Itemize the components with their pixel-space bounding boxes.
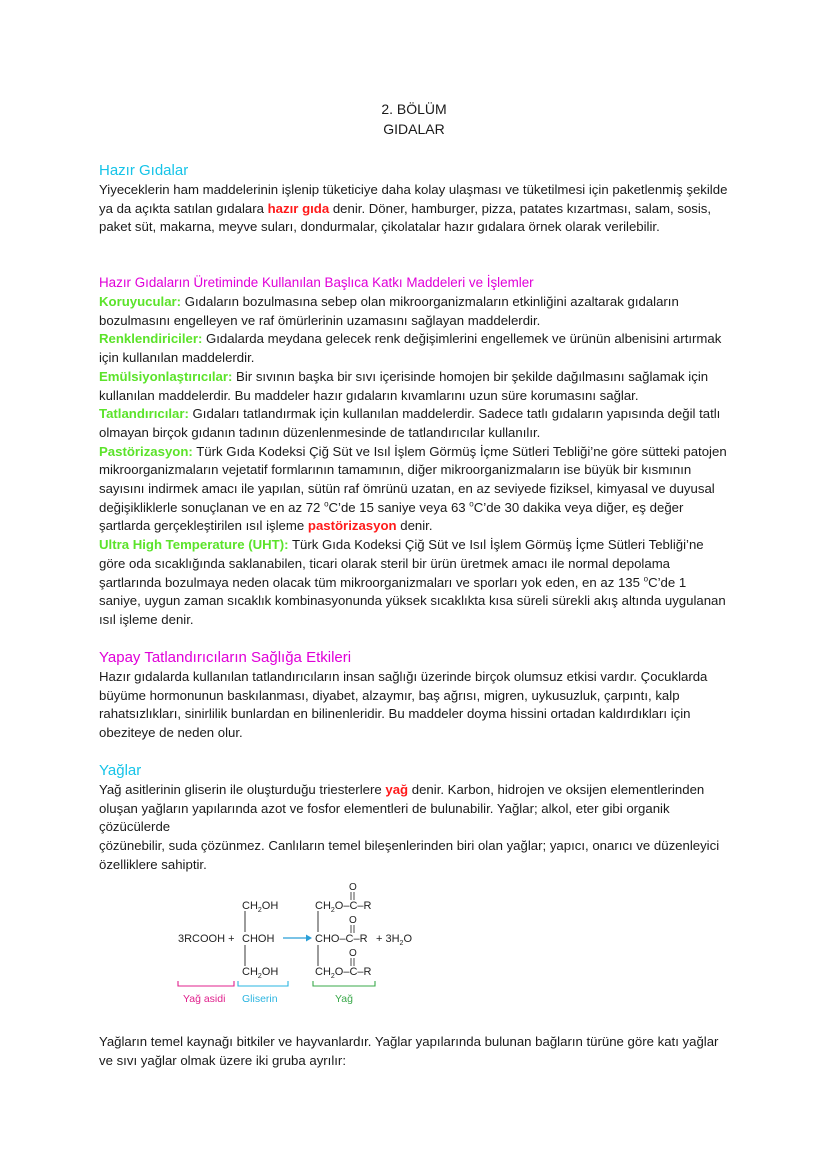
carbonyl-oxygen: O	[349, 915, 357, 926]
heading-hazir-gidalar: Hazır Gıdalar	[99, 162, 189, 179]
text: denir. Döner, hamburger, pizza, patates kızartması, salam, sosis, paket süt, makarna, meyve suları, dondurmalar, çikolatalar hazır gıdalara örnek olarak verilebilir.	[99, 200, 712, 235]
label-gliserin: Gliserin	[242, 993, 278, 1005]
text: Yağ asitlerinin gliserin ile oluşturduğu triesterlere	[99, 782, 386, 797]
term-tatlandiricilar: Tatlandırıcılar:	[99, 406, 189, 422]
heading-yapay-tatlandiricilar: Yapay Tatlandırıcıların Sağlığa Etkileri	[99, 649, 352, 666]
highlight-pastorizasyon: pastörizasyon	[307, 518, 397, 534]
degree-sup: o	[469, 499, 474, 509]
paragraph-hazir-gidalar	[99, 181, 729, 237]
item-renklendiriciler	[99, 330, 729, 367]
paragraph-katki	[99, 293, 729, 630]
chapter-title: GIDALAR	[383, 121, 445, 137]
highlight-yag: yağ	[385, 782, 409, 797]
esterification-reaction-diagram	[170, 876, 430, 1016]
text: Türk Gıda Kodeksi Çiğ Süt ve Isıl İşlem Görmüş İçme Sütleri Tebliği’ne göre oda sıcaklığında saklanabilen, ticari olarak steril bir ürün üretmek amacı ile normal depolama şartlarında bozulmaya neden olacak tüm mikroorganizmaları ve sporları yok eden, en az 135	[99, 537, 704, 590]
carbonyl-oxygen: O	[349, 882, 357, 893]
label-yag-asidi: Yağ asidi	[183, 993, 226, 1005]
term-emulsiyon: Emülsiyonlaştırıcılar:	[99, 368, 233, 384]
term-renklendiriciler: Renklendiriciler:	[99, 331, 203, 347]
item-tatlandiricilar	[99, 405, 729, 442]
text: Türk Gıda Kodeksi Çiğ Süt ve Isıl İşlem Görmüş İçme Sütleri Tebliği’ne göre sütteki patojen mikroorganizmaların vejetatif formlarının tamamının, diğer mikroorganizmaların ise büyük bir kısmının sayısını indirmek amacı ile yapılan, sütün raf ömrünü uzatan, en az seviyede fiziksel, kimyasal ve duyusal değişikliklerle sonuçlanan ve en az 72	[99, 443, 727, 515]
text: Gıdalarda meydana gelecek renk değişimlerini engellemek ve ürünün albenisini artırmak için kullanılan maddelerdir.	[99, 331, 722, 366]
text: C’de 15 saniye veya 63	[328, 499, 470, 515]
degree-sup: o	[643, 574, 649, 584]
highlight-hazir-gida: hazır gıda	[267, 200, 330, 216]
ester-mid: CHO–C–R	[315, 933, 368, 945]
text: Gıdaların bozulmasına sebep olan mikroorganizmaların etkinliğini azaltarak gıdaların bozulmasını engelleyen ve raf ömürlerinin uzamasını sağlayan maddelerdir.	[99, 294, 679, 328]
label-yag: Yağ	[335, 993, 353, 1005]
item-uht	[99, 536, 729, 630]
arrow-head-icon	[306, 935, 312, 942]
yaglar-line-1	[99, 781, 729, 837]
text: Yiyeceklerin ham maddelerinin işlenip tüketiciye daha kolay ulaşması ve tüketilmesi için paketlenmiş şekilde ya da açıkta satılan gıdalara	[99, 182, 728, 216]
term-uht: Ultra High Temperature (UHT):	[99, 537, 289, 553]
bracket-gliserin	[238, 981, 288, 986]
text: denir. Karbon, hidrojen ve oksijen elementlerinden oluşan yağların yapılarında azot ve fosfor elementleri de bulunabilir. Yağlar; alkol, eter gibi organik çözücülerde	[99, 782, 705, 835]
text: C’de 30 dakika veya diğer, eş değer şartlarda gerçekleştirilen ısıl işleme	[99, 499, 684, 534]
text: Bir sıvının başka bir sıvı içerisinde homojen bir şekilde dağılmasını sağlamak için kullanılan maddelerdir. Bu maddeler hazır gıdaların kıvamlarını uzun süre korumasını sağlar.	[99, 368, 709, 403]
item-emulsiyon	[99, 368, 729, 405]
glycerol-top: $CH_2OH$	[242, 900, 279, 914]
glycerol-bot: $CH_2OH$	[242, 966, 279, 980]
heading-yaglar: Yağlar	[99, 762, 142, 779]
yaglar-line-2: çözünebilir, suda çözünmez. Canlıların temel bileşenlerinden biri olan yağlar; yapıcı, onarıcı ve düzenleyici özelliklere sahiptir.	[99, 838, 720, 872]
item-koruyucular	[99, 293, 729, 330]
reactant-label: 3RCOOH +	[178, 933, 235, 945]
paragraph-yapay: Hazır gıdalarda kullanılan tatlandırıcıların insan sağlığı üzerinde birçok olumsuz etkisi vardır. Çocuklarda büyüme hormonunun baskılanması, diyabet, alzaymır, baş ağrısı, migren, uykusuzluk, çarpıntı, kalp rahatsızlıkları, sinirlilik bunlardan en bilinenleridir. Bu maddeler doyma hissini ortadan kaldırdıkları için obeziteye de neden olur.	[99, 669, 708, 741]
paragraph-yaglar-closing: Yağların temel kaynağı bitkiler ve hayvanlardır. Yağlar yapılarında bulunan bağların türüne göre katı yağlar ve sıvı yağlar olmak üzere iki gruba ayrılır:	[99, 1034, 719, 1068]
chapter-number: 2. BÖLÜM	[381, 101, 447, 117]
carbonyl-oxygen: O	[349, 948, 357, 959]
text: C’de 1 saniye, uygun zaman sıcaklık kombinasyonunda yüksek sıcaklıkta kısa süreli sürekli akış altında uygulanan ısıl işleme denir.	[99, 574, 726, 627]
bracket-yag-asidi	[178, 981, 234, 986]
degree-sup: o	[324, 499, 329, 509]
water-product: + $3H_2O$	[376, 933, 413, 947]
text: Gıdaları tatlandırmak için kullanılan maddelerdir. Sadece tatlı gıdaların yapısında değil tatlı olmayan birçok gıdanın tadının düzenlenmesinde de tatlandırıcılar kullanılır.	[99, 406, 721, 440]
ester-bot: $CH_2O-C-R$	[315, 966, 372, 980]
ester-top: $CH_2O-C-R$	[315, 900, 372, 914]
paragraph-yaglar	[99, 781, 729, 875]
item-pastorizasyon	[99, 443, 729, 537]
text: denir.	[396, 518, 433, 534]
bracket-yag	[313, 981, 375, 986]
heading-katki-maddeleri: Hazır Gıdaların Üretiminde Kullanılan Başlıca Katkı Maddeleri ve İşlemler	[99, 275, 534, 290]
glycerol-mid: CHOH	[242, 933, 275, 945]
term-koruyucular: Koruyucular:	[99, 294, 182, 309]
term-pastorizasyon: Pastörizasyon:	[99, 443, 193, 459]
